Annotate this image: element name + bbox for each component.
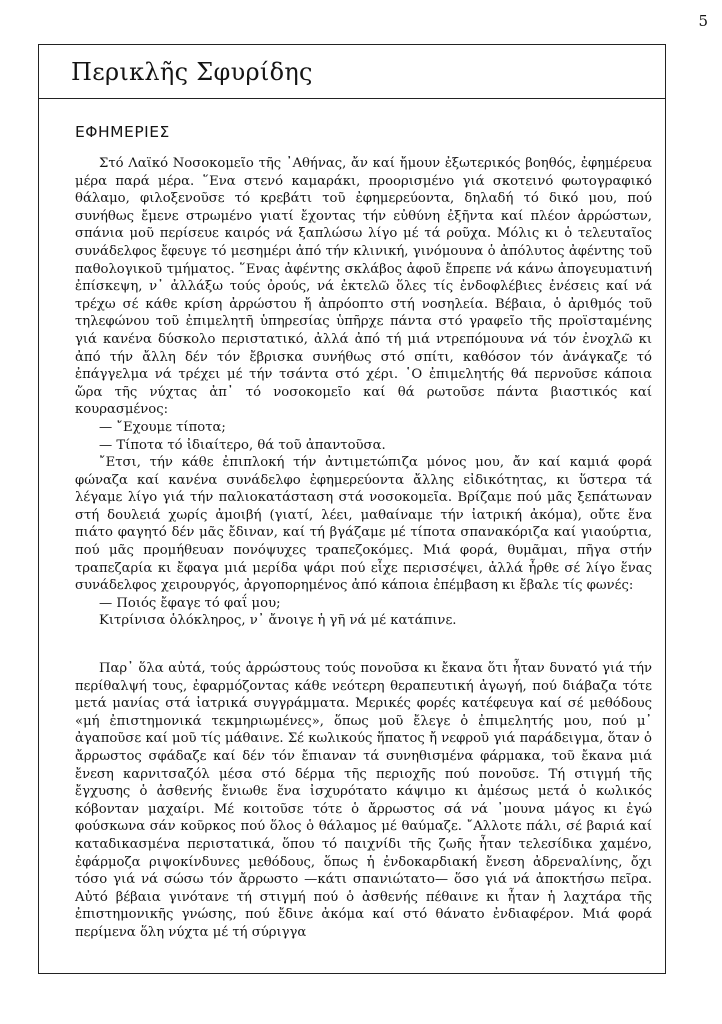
dialog-line: — Τίποτα τό ἰδιαίτερο, θά τοῦ ἀπαντοῦσα. [99,437,386,453]
paragraph: ῎Ετσι, τήν κάθε ἐπιπλοκή τήν ἀντιμετώπιζα μόνος μου, ἄν καί καμιά φορά φώναζα καί κανένα συνάδελφο ἐφημερεύοντα ἄλλης εἰδικότητας, κι ὕστερα τά λέγαμε λίγο γιά τήν παλιοκατάσταση στά νοσοκομεῖα. Βρίζαμε πού μᾶς ξεπάτωναν στή δουλειά χωρίς ἀμοιβή (γιατί, λέει, μαθαίναμε τήν ἰατρική ἀκόμα), οὔτε ἕνα πιάτο φαγητό δέν μᾶς ἔδιναν, καί τή βγάζαμε μέ τίποτα σπανακόριζα καί γιαούρτια, πού μᾶς προμήθευαν πονόψυχες τραπεζοκόμες. Μιά φορά, θυμᾶμαι, πῆγα στήν τραπεζαρία κι ἔφαγα μιά μερίδα ψάρι πού εἶχε περισσέψει, ἀλλά ἦρθε σέ λίγο ἕνας συνάδελφος χειρουργός, ἀργοπορημένος ἀπό κάποια ἐπέμβαση κι ἔβαλε τίς φωνές: [75,455,652,594]
author-header [39,45,665,99]
dialog-line: — Ποιός ἔφαγε τό φαΐ μου; [99,595,281,611]
author-name: Περικλῆς Σφυρίδης [71,57,313,86]
dialog-line: — ῎Εχουμε τίποτα; [99,419,226,435]
paragraph: Στό Λαϊκό Νοσοκομεῖο τῆς ᾿Αθήνας, ἄν καί ἤμουν ἐξωτερικός βοηθός, ἐφημέρευα μέρα παρά μέρα. ῞Ενα στενό καμαράκι, προορισμένο γιά σκοτεινό φωτογραφικό θάλαμο, φιλοξενοῦσε τό κρεβάτι τοῦ ἐφημερεύοντα, δηλαδή τό δικό μου, πού συνήθως ἔμενε στρωμένο γιατί ἔχοντας τήν εὐθύνη ἐξῆντα καί πλέον ἀρρώστων, σπάνια μοῦ περίσευε καιρός νά ξαπλώσω λίγο μέ τά ροῦχα. Μόλις κι ὁ τελευταῖος συνάδελφος ἔφευγε τό μεσημέρι ἀπό τήν κλινική, γινόμουνα ὁ ἀπόλυτος ἀφέντης τοῦ παθολογικοῦ τμήματος. ῞Ενας ἀφέντης σκλάβος ἀφοῦ ἔπρεπε νά κάνω ἀπογευματινή ἐπίσκεψη, ν᾿ ἀλλάξω τούς ὀρούς, νά ἐκτελῶ ὅλες τίς ἐνδοφλέβιες ἐνέσεις καί νά τρέχω σέ κάθε κρίση ἀρρώστου ἤ ἀπρόοπτο στή νοσηλεία. Βέβαια, ὁ ἀριθμός τοῦ τηλεφώνου τοῦ ἐπιμελητῆ ὑπηρεσίας ὑπῆρχε πάντα στό γραφεῖο τῆς προϊσταμένης γιά κανένα δύσκολο περιστατικό, ἀλλά ἀπό τή μιά ντρεπόμουνα νά τόν ἐνοχλῶ κι ἀπό τήν ἄλλη δέν τόν ἔβρισκα συνήθως στό σπίτι, καθόσον τόν ἀνάγκαζε τό ἐπάγγελμα νά τρέχει μέ τήν τσάντα στό χέρι. ῾Ο ἐπιμελητής θά περνοῦσε κάποια ὥρα τῆς νύχτας ἀπ᾿ τό νοσοκομεῖο καί θά ρωτοῦσε πάντα βιαστικός καί κουρασμένος: [75,156,652,418]
dialog-line: Κιτρίνισα ὁλόκληρος, ν᾿ ἄνοιγε ἡ γῆ νά μέ κατάπινε. [99,613,457,629]
page-frame [38,44,666,974]
article-body [39,99,665,942]
page-number: 5 [698,12,708,30]
section-gap [75,630,652,660]
section-title: ΕΦΗΜΕΡΙΕΣ [75,123,170,141]
paragraph: Παρ᾿ ὅλα αὐτά, τούς ἀρρώστους τούς πονοῦσα κι ἔκανα ὅτι ἦταν δυνατό γιά τήν περίθαλψή τους, ἐφαρμόζοντας κάθε νεότερη θεραπευτική ἀγωγή, πού διάβαζα τότε μετά μανίας στά ἰατρικά συγγράμματα. Μερικές φορές κατέφευγα καί σέ μεθόδους «μή ἐπιστημονικά τεκμηριωμένες», ὅπως μοῦ ἔλεγε ὁ ἐπιμελητής μου, πού μ᾿ ἀγαποῦσε καί μοῦ τίς μάθαινε. Σέ κωλικούς ἥπατος ἤ νεφροῦ γιά παράδειγμα, ὅταν ὁ ἄρρωστος σφάδαζε καί δέν τόν ἔπιαναν τά συνηθισμένα φάρμακα, τοῦ ἔκανα μιά ἔνεση καρνιτσαζόλ μέσα στό δέρμα τῆς περιοχῆς πού πονοῦσε. Τή στιγμή τῆς ἔγχυσης ὁ ἀσθενής ἔνιωθε ἕνα ἰσχυρότατο κάψιμο κι ἀμέσως μετά ὁ κωλικός κόβονταν μαχαίρι. Μέ κοιτοῦσε τότε ὁ ἄρρωστος σά νά ᾿μουνα μάγος κι ἐγώ φούσκωνα σάν κοῦρκος πού ὅλος ὁ θάλαμος μέ θαύμαζε. ῎Αλλοτε πάλι, σέ βαριά καί καταδικασμένα περιστατικά, ὅπου τό παιχνίδι τῆς ζωῆς ἦταν τελεσίδικα χαμένο, ἐφάρμοζα ριψοκίνδυνες μεθόδους, ὅπως ἡ ἐνδοκαρδιακή ἔνεση ἀδρεναλίνης, ὄχι τόσο γιά νά σώσω τόν ἄρρωστο —κάτι σπανιώτατο— ὅσο γιά νά ἀποκτήσω πεῖρα. Αὐτό βέβαια γινότανε τή στιγμή πού ὁ ἀσθενής πέθαινε κι ἦταν ἡ λαχτάρα τῆς ἐπιστημονικῆς γνώσης, πού ἔδινε ἀκόμα καί στό θάνατο ἐνδιαφέρον. Μιά φορά περίμενα ὅλη νύχτα μέ τή σύριγγα [75,661,652,940]
